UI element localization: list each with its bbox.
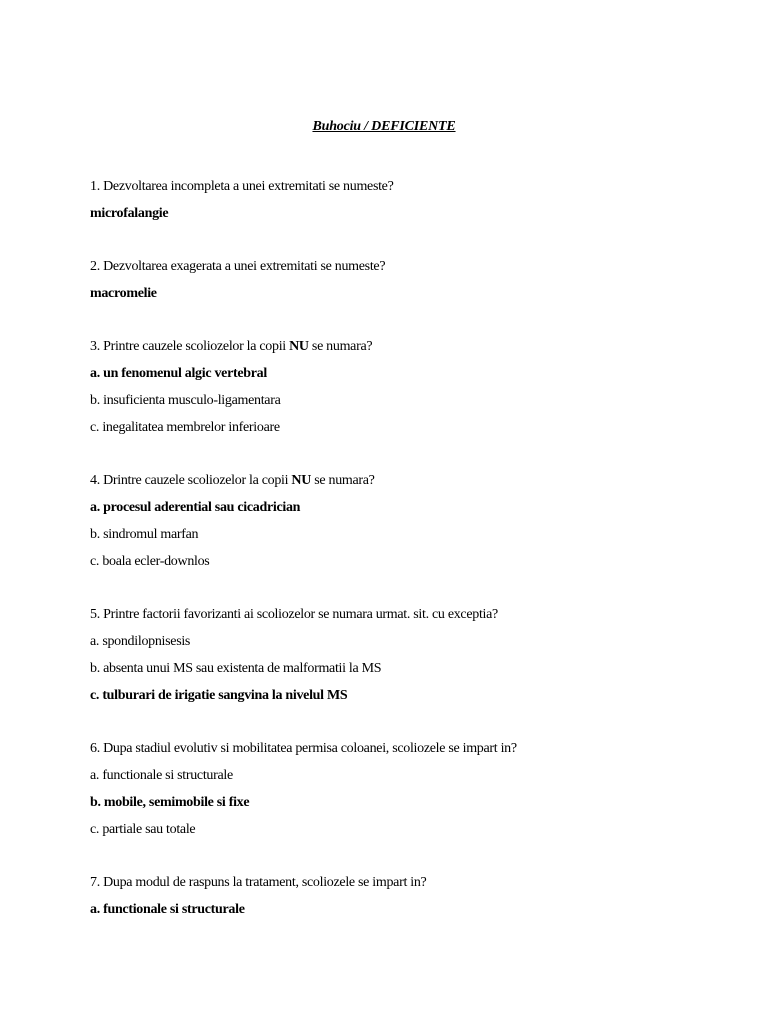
document-title: Buhociu / DEFICIENTE xyxy=(312,119,456,134)
answer-option: c. partiale sau totale xyxy=(90,822,196,837)
answer-option: a. spondilopnisesis xyxy=(90,634,191,649)
answer-option-correct: macromelie xyxy=(90,286,157,301)
answer-option: c. inegalitatea membrelor inferioare xyxy=(90,420,280,435)
answer-option: a. functionale si structurale xyxy=(90,768,233,783)
answer-option-correct: c. tulburari de irigatie sangvina la nivelul MS xyxy=(90,688,348,703)
answer-option: b. absenta unui MS sau existenta de malformatii la MS xyxy=(90,661,382,676)
answer-option-correct: b. mobile, semimobile si fixe xyxy=(90,795,250,810)
question-item xyxy=(90,869,710,923)
answer-option: b. insuficienta musculo-ligamentara xyxy=(90,393,281,408)
answer-option-correct: a. procesul aderential sau cicadrician xyxy=(90,500,301,515)
question-emphasis: NU xyxy=(291,473,312,488)
question-text: 6. Dupa stadiul evolutiv si mobilitatea permisa coloanei, scoliozele se impart in? xyxy=(90,741,517,756)
question-emphasis: NU xyxy=(289,339,309,354)
question-text xyxy=(90,467,710,494)
question-text-end: se numara? xyxy=(311,473,375,488)
question-text: 5. Printre factorii favorizanti ai scoliozelor se numara urmat. sit. cu exceptia? xyxy=(90,607,498,622)
question-text: 2. Dezvoltarea exagerata a unei extremitati se numeste? xyxy=(90,259,386,274)
question-list xyxy=(90,173,710,949)
answer-option-correct: a. un fenomenul algic vertebral xyxy=(90,366,267,381)
question-text-start: 3. Printre cauzele scoliozelor la copii xyxy=(90,339,290,354)
question-text: 7. Dupa modul de raspuns la tratament, scoliozele se impart in? xyxy=(90,875,427,890)
answer-option: c. boala ecler-downlos xyxy=(90,554,210,569)
answer-option: b. sindromul marfan xyxy=(90,527,199,542)
question-item xyxy=(90,467,710,575)
question-item xyxy=(90,735,710,843)
question-item xyxy=(90,173,710,227)
question-item xyxy=(90,333,710,441)
question-text xyxy=(90,333,710,360)
question-item xyxy=(90,601,710,709)
question-text: 1. Dezvoltarea incompleta a unei extremitati se numeste? xyxy=(90,179,394,194)
question-item xyxy=(90,253,710,307)
question-text-end: se numara? xyxy=(308,339,373,354)
answer-option-correct: microfalangie xyxy=(90,206,169,221)
question-text-start: 4. Drintre cauzele scoliozelor la copii xyxy=(90,473,292,488)
answer-option-correct: a. functionale si structurale xyxy=(90,902,245,917)
